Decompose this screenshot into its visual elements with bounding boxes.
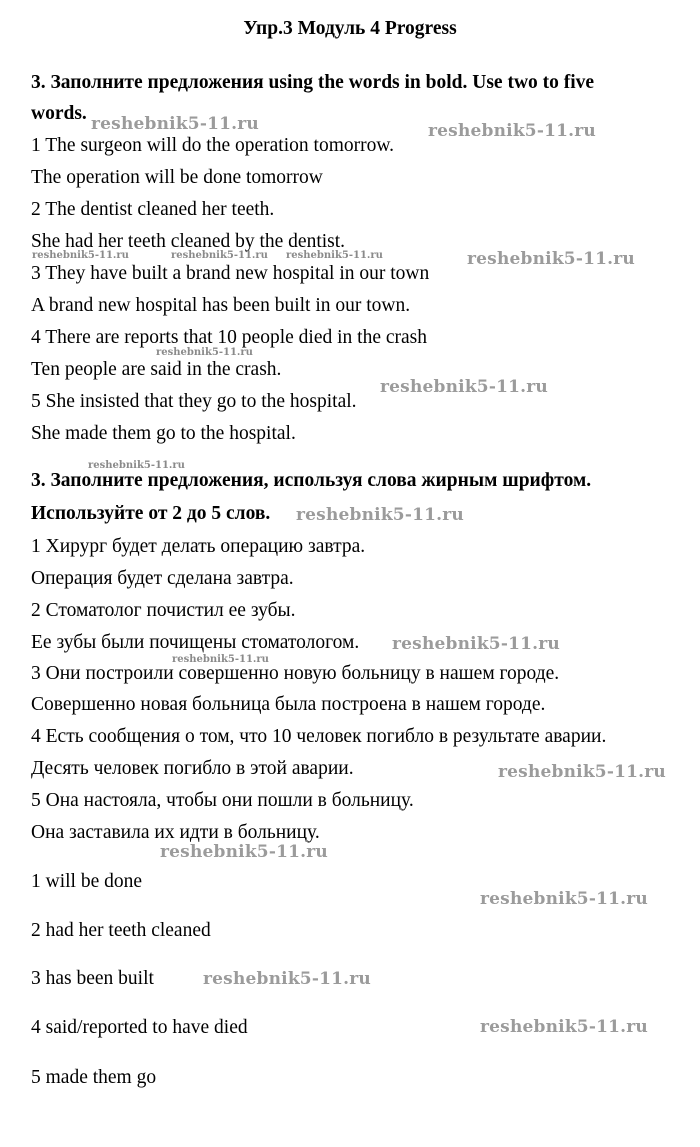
watermark: reshebnik5-11.ru [498, 762, 666, 782]
watermark: reshebnik5-11.ru [428, 121, 596, 141]
russian-heading-line-1: 3. Заполните предложения, используя слова жирным шрифтом. [31, 470, 592, 491]
english-line: 3 They have built a brand new hospital in our town [31, 263, 430, 284]
page-title: Упр.3 Модуль 4 Progress [243, 18, 457, 39]
watermark: reshebnik5-11.ru [88, 460, 185, 471]
russian-line: Операция будет сделана завтра. [31, 568, 294, 589]
russian-line: Она заставила их идти в больницу. [31, 822, 320, 843]
russian-line: Совершенно новая больница была построена в нашем городе. [31, 694, 546, 715]
watermark: reshebnik5-11.ru [32, 250, 129, 261]
russian-line: Ее зубы были почищены стоматологом. [31, 632, 360, 653]
english-line: 1 The surgeon will do the operation tomorrow. [31, 135, 395, 156]
russian-line: 4 Есть сообщения о том, что 10 человек погибло в результате аварии. [31, 726, 607, 747]
answer-item: 3 has been built [31, 968, 154, 989]
english-line: She had her teeth cleaned by the dentist. [31, 231, 346, 252]
english-line: 2 The dentist cleaned her teeth. [31, 199, 275, 220]
answer-item: 2 had her teeth cleaned [31, 920, 211, 941]
watermark: reshebnik5-11.ru [91, 114, 259, 134]
watermark: reshebnik5-11.ru [467, 249, 635, 269]
english-line: 4 There are reports that 10 people died in the crash [31, 327, 427, 348]
watermark: reshebnik5-11.ru [380, 377, 548, 397]
watermark: reshebnik5-11.ru [172, 654, 269, 665]
watermark: reshebnik5-11.ru [160, 842, 328, 862]
watermark: reshebnik5-11.ru [480, 889, 648, 909]
english-line: A brand new hospital has been built in our town. [31, 295, 411, 316]
watermark: reshebnik5-11.ru [156, 347, 253, 358]
english-heading-line-2: words. [31, 103, 87, 124]
watermark: reshebnik5-11.ru [286, 250, 383, 261]
english-line: She made them go to the hospital. [31, 423, 296, 444]
english-heading-line-1: 3. Заполните предложения using the words in bold. Use two to five [31, 72, 595, 93]
russian-heading-line-2: Используйте от 2 до 5 слов. [31, 503, 271, 524]
english-line: 5 She insisted that they go to the hospital. [31, 391, 357, 412]
watermark: reshebnik5-11.ru [296, 505, 464, 525]
watermark: reshebnik5-11.ru [392, 634, 560, 654]
watermark: reshebnik5-11.ru [203, 969, 371, 989]
english-line: Ten people are said in the crash. [31, 359, 282, 380]
english-line: The operation will be done tomorrow [31, 167, 323, 188]
russian-line: Десять человек погибло в этой аварии. [31, 758, 354, 779]
russian-line: 2 Стоматолог почистил ее зубы. [31, 600, 296, 621]
watermark: reshebnik5-11.ru [480, 1017, 648, 1037]
answer-item: 1 will be done [31, 871, 143, 892]
russian-line: 3 Они построили совершенно новую больницу в нашем городе. [31, 663, 560, 684]
russian-line: 5 Она настояла, чтобы они пошли в больницу. [31, 790, 414, 811]
watermark: reshebnik5-11.ru [171, 250, 268, 261]
answer-item: 5 made them go [31, 1067, 157, 1088]
russian-line: 1 Хирург будет делать операцию завтра. [31, 536, 366, 557]
answer-item: 4 said/reported to have died [31, 1017, 248, 1038]
